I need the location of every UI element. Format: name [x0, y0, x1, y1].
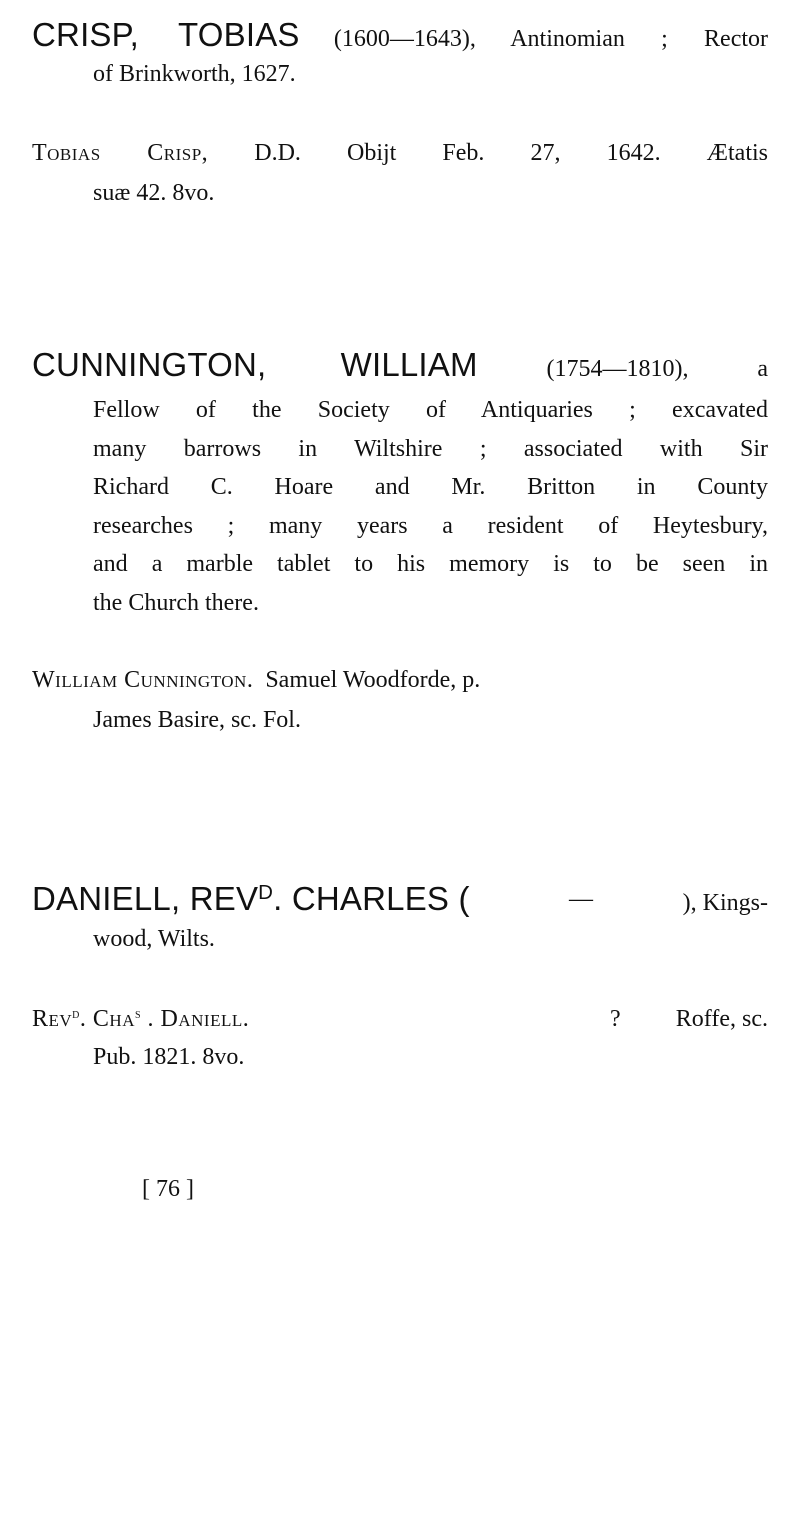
description-line: Richard C. Hoare and Mr. Britton in County: [93, 474, 768, 500]
description-line: researches ; many years a resident of Heytesbury,: [93, 512, 768, 539]
description-line: many barrows in Wiltshire ; associated with Sir: [93, 435, 768, 462]
portrait-sitter: William Cunnington.: [32, 667, 254, 693]
portrait-listing-daniell: [32, 1006, 768, 1033]
entry-dates: —: [569, 886, 593, 912]
entry-dates: (1600—1643),: [333, 26, 476, 52]
entry-heading-daniell: [32, 880, 768, 918]
portrait-details-continued: Pub. 1821. 8vo.: [93, 1044, 245, 1070]
entry-heading-cunnington: [32, 346, 768, 384]
portrait-listing-crisp: [32, 140, 768, 167]
portrait-sitter: Rev$^d$. Cha$^s$ . Daniell.: [32, 1006, 250, 1033]
portrait-details: Samuel Woodforde, p.: [265, 667, 481, 693]
entry-dates: (1754—1810),: [546, 356, 689, 382]
entry-description-start: Antinomian ; Rector: [510, 26, 769, 52]
entry-name: CRISP, TOBIAS: [32, 16, 300, 53]
portrait-listing-cunnington: [32, 667, 768, 694]
entry-description-start: a: [757, 356, 769, 382]
entry-heading-crisp: [32, 16, 768, 54]
portrait-sitter: Tobias Crisp,: [32, 140, 209, 166]
entry-description: wood, Wilts.: [93, 926, 215, 952]
entry-description: [93, 391, 768, 622]
entry-name: DANIELL, $REV^D$. CHARLES (: [32, 880, 470, 917]
portrait-details-continued: James Basire, sc. Fol.: [93, 707, 301, 733]
portrait-query-mark: ?: [610, 1006, 621, 1032]
entry-description-start: ), Kings-: [682, 890, 768, 916]
portrait-details: D.D. Obijt Feb. 27, 1642. Ætatis: [254, 140, 769, 166]
description-line: Fellow of the Society of Antiquaries ; excavated: [93, 397, 768, 423]
description-line: and a marble tablet to his memory is to be seen in: [93, 551, 768, 577]
portrait-engraver: Roffe, sc.: [675, 1006, 768, 1032]
entry-description: of Brinkworth, 1627.: [93, 61, 296, 87]
page-number: [ 76 ]: [142, 1176, 194, 1202]
entry-name: CUNNINGTON, WILLIAM: [32, 346, 478, 383]
description-line: the Church there.: [93, 589, 259, 616]
portrait-details-continued: suæ 42. 8vo.: [93, 180, 215, 206]
